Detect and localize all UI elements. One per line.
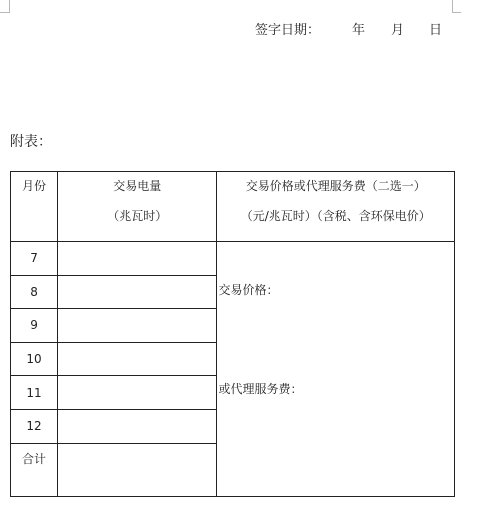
month-cell: 11 xyxy=(11,376,58,410)
signature-day-label: 日 xyxy=(429,23,443,38)
quantity-input-cell[interactable] xyxy=(58,309,217,343)
page-corner-mark-right xyxy=(452,0,461,13)
table-row xyxy=(11,242,455,276)
schedule-table xyxy=(10,171,455,497)
total-label-cell: 合计 xyxy=(11,443,58,496)
signature-date-line xyxy=(255,19,443,94)
fee-option-label: 或代理服务费： xyxy=(218,382,303,396)
quantity-input-cell[interactable] xyxy=(58,242,217,276)
total-quantity-cell[interactable] xyxy=(58,443,217,496)
appendix-title: 附表： xyxy=(10,134,52,150)
header-quantity-cell xyxy=(58,172,217,242)
signature-month-label: 月 xyxy=(391,23,405,38)
quantity-input-cell[interactable] xyxy=(58,275,217,309)
header-price-label: 交易价格或代理服务费（二选一） xyxy=(245,179,426,193)
month-cell: 12 xyxy=(11,409,58,443)
quantity-input-cell[interactable] xyxy=(58,376,217,410)
header-month-cell xyxy=(11,172,58,242)
header-month-label: 月份 xyxy=(22,179,47,193)
header-price-cell xyxy=(217,172,455,242)
header-quantity-label: 交易电量 xyxy=(113,179,162,193)
table-header-row xyxy=(11,172,455,242)
month-cell: 10 xyxy=(11,342,58,376)
header-price-unit: （元/兆瓦时）（含税、含环保电价） xyxy=(240,209,431,223)
month-cell: 7 xyxy=(11,242,58,276)
price-option-label: 交易价格： xyxy=(218,283,279,297)
month-cell: 8 xyxy=(11,275,58,309)
quantity-input-cell[interactable] xyxy=(58,342,217,376)
header-quantity-unit: （兆瓦时） xyxy=(107,209,168,223)
page-corner-mark-left xyxy=(0,0,10,13)
month-cell: 9 xyxy=(11,309,58,343)
price-or-fee-cell[interactable] xyxy=(217,242,455,497)
signature-date-label: 签字日期： xyxy=(255,23,321,38)
quantity-input-cell[interactable] xyxy=(58,409,217,443)
signature-year-label: 年 xyxy=(352,23,366,38)
